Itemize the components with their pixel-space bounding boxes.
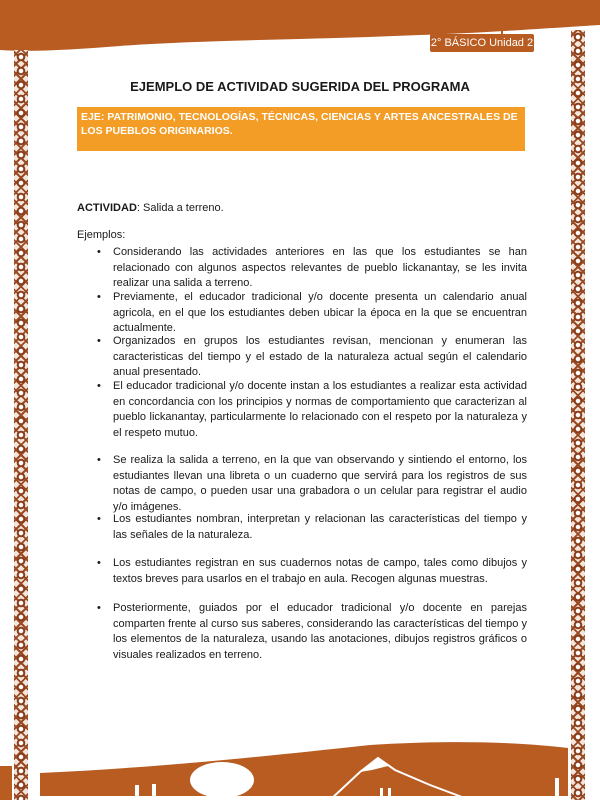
list-item-text: El educador tradicional y/o docente instan a los estudiantes a realizar esta actividad en concordancia con los principios y normas de comportamiento que caracterizan al pueblo lickanantay, particularmente lo relacionado con el respeto por la naturaleza y el respeto mutuo. bbox=[113, 380, 527, 439]
list-item-text: Los estudiantes nombran, interpretan y relacionan las características del tiempo y las señales de la naturaleza. bbox=[113, 513, 527, 541]
list-item bbox=[97, 379, 527, 441]
activity-label: ACTIVIDAD bbox=[77, 202, 137, 214]
list-item bbox=[97, 512, 527, 543]
bullet: • bbox=[97, 246, 101, 258]
bullet: • bbox=[97, 602, 101, 614]
list-item bbox=[97, 334, 527, 381]
bullet: • bbox=[97, 335, 101, 347]
bullet: • bbox=[97, 380, 101, 392]
grade-unit-badge: 2° BÁSICO Unidad 2 bbox=[430, 34, 534, 52]
left-decorative-border bbox=[14, 50, 28, 800]
page-title: EJEMPLO DE ACTIVIDAD SUGERIDA DEL PROGRAMA bbox=[130, 79, 470, 94]
list-item bbox=[97, 290, 527, 337]
list-item-text: Previamente, el educador tradicional y/o docente presenta un calendario anual agricola, en el que los estudiantes deben ubicar la época en la que se encuentran actualmente. bbox=[113, 291, 527, 334]
bullet: • bbox=[97, 557, 101, 569]
activity-line bbox=[77, 202, 224, 214]
list-item bbox=[97, 556, 527, 587]
list-item-text: Los estudiantes registran en sus cuadernos notas de campo, tales como dibujos y textos breves para usarlos en el trabajo en aula. Recogen algunas muestras. bbox=[113, 557, 527, 585]
list-item-text: Organizados en grupos los estudiantes revisan, mencionan y enumeran las caracteristicas del tiempo y el estado de la naturaleza actual según el calendario anual presentado. bbox=[113, 335, 527, 378]
bullet: • bbox=[97, 513, 101, 525]
bullet: • bbox=[97, 291, 101, 303]
list-item-text: Posteriormente, guiados por el educador tradicional y/o docente en parejas comparten frente al curso sus saberes, considerando las características del tiempo y los elementos de la naturaleza, usando las anotaciones, dibujos registros gráficos o visuales realizados en terreno. bbox=[113, 602, 527, 661]
footer-landscape-illustration bbox=[0, 700, 600, 800]
list-item bbox=[97, 453, 527, 515]
bullet: • bbox=[97, 454, 101, 466]
eje-banner: EJE: PATRIMONIO, TECNOLOGÍAS, TÉCNICAS, CIENCIAS Y ARTES ANCESTRALES DE LOS PUEBLOS ORIGINARIOS. bbox=[77, 107, 525, 151]
activity-value: : Salida a terreno. bbox=[136, 202, 224, 214]
list-item-text: Se realiza la salida a terreno, en la que van observando y sintiendo el entorno, los estudiantes llevan una libreta o un cuaderno que servirá para los registros de sus notas de campo, o pueden usar una grabadora o un celular para registrar el audio y/o imágenes. bbox=[113, 454, 527, 513]
list-item bbox=[97, 601, 527, 663]
examples-label: Ejemplos: bbox=[77, 229, 126, 241]
list-item-text: Considerando las actividades anteriores en las que los estudiantes se han relacionado con algunos aspectos relevantes de pueblo lickanantay, se les invita realizar una salida a terreno. bbox=[113, 246, 527, 289]
right-decorative-border bbox=[571, 30, 585, 800]
list-item bbox=[97, 245, 527, 292]
